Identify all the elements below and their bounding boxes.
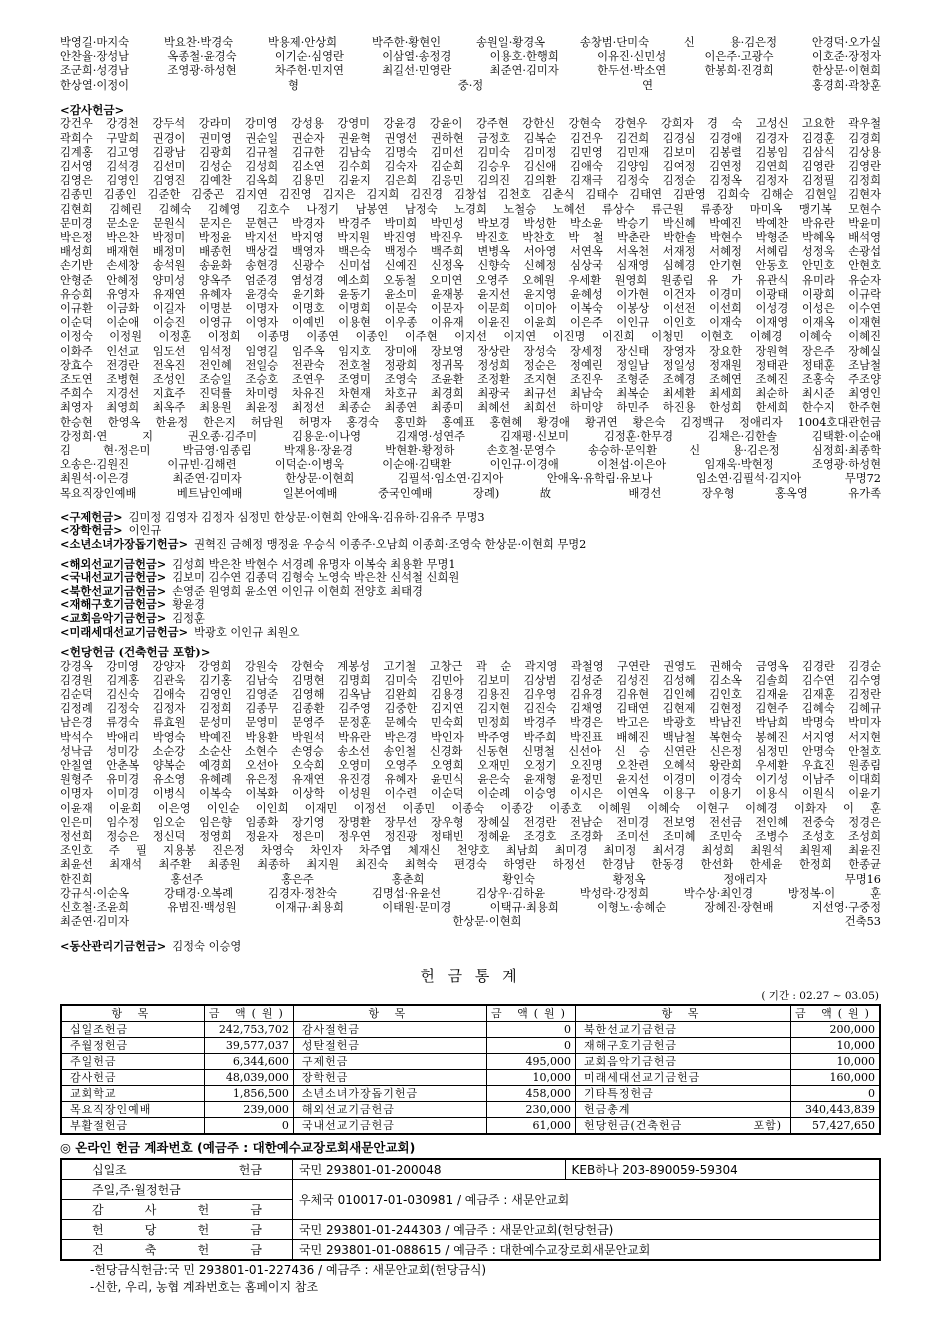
offering-group-label: <재해구호기금헌금> (60, 597, 167, 612)
stats-item-amount: 48,039,000 (204, 1070, 293, 1086)
name-line: 김종민 김종인 김준한 김중곤 김지연 김진영 김지은 김지희 김진경 김창섭 김천호 김춘식 김태수 김태연 김판영 김희숙 김해순 김현일 김현자 (60, 188, 881, 202)
name-line: 안형준 안혜정 양미성 양옥주 엄준경 염성경 예소희 오동철 오미연 오영주 오혜원 우세환 원영희 원종림 유 가 유관식 유미라 유순자 (60, 273, 881, 287)
offering-group-row (60, 511, 881, 525)
stats-item-label: 감사절헌금 (293, 1022, 486, 1038)
stats-table (60, 1004, 881, 1135)
dedication-label: 헌 당 헌 금 (61, 1220, 293, 1240)
stats-item-label: 교회음악기금헌금 (575, 1054, 790, 1070)
name-line: 이규환 이금화 이길자 이명분 이명자 이명호 이명희 이문숙 이문자 이문희 이미아 이복숙 이봉상 이선전 이선희 이성경 이성은 이수연 (60, 301, 881, 315)
top-names-block (60, 36, 881, 93)
account-row-building (61, 1240, 880, 1261)
header-item-2: 항 목 (293, 1005, 486, 1022)
name-line: 정선희 정승은 정신덕 정영희 정윤자 정은미 정우연 정진광 정태빈 정혜윤 조경호 조경화 조미선 조미혜 조민숙 조병수 조성호 조성희 (60, 830, 881, 844)
stats-item-amount: 242,753,702 (204, 1022, 293, 1038)
stats-item-amount: 230,000 (486, 1102, 575, 1118)
building-account-label: 건 축 헌 금 (61, 1240, 293, 1261)
name-line: 유승희 유영자 유재연 유혜자 윤경숙 윤기화 윤동기 윤소미 윤재봉 윤지선 윤지영 윤혜성 이가현 이건자 이경미 이광태 이광희 이규락 (60, 287, 881, 301)
stats-item-label: 헌금총계 (575, 1102, 790, 1118)
offering-group-list-1 (60, 511, 881, 552)
header-amount-2: 금 액(원) (486, 1005, 575, 1022)
offering-group-label: <미래세대선교기금헌금> (60, 624, 189, 639)
offering-group-row (60, 585, 881, 599)
accounts-table (60, 1158, 881, 1261)
stats-row (61, 1038, 880, 1054)
stats-item-amount: 0 (791, 1086, 881, 1102)
header-amount-1: 금 액(원) (204, 1005, 293, 1022)
offering-group-row (60, 558, 881, 572)
name-line: 강정희·연 지 권오종·김주미 김용운·이나영 김재영·성연주 김재평·신보미 김정훈·한무경 김채은·김한솔 김택환·이순애 (60, 429, 881, 443)
name-line: 박석수 박애리 박영숙 박예진 박용환 박원석 박유란 박은경 박인자 박주영 박주희 박진표 배혜진 백남철 복현숙 봉혜진 서지영 서지현 (60, 730, 881, 744)
offering-group-label: <국내선교기금헌금> (60, 570, 167, 585)
stats-item-amount: 57,427,650 (791, 1118, 881, 1135)
offering-group-names: 박광호 이인규 최원오 (194, 625, 300, 639)
stats-item-amount: 160,000 (791, 1070, 881, 1086)
name-line: 이순덕 이순애 이승진 이영규 이영자 이예빈 이용현 이우종 이유재 이윤진 이윤희 이은주 이인규 이인호 이재숙 이재영 이재옥 이재현 (60, 316, 881, 330)
name-line: 신호철·조윤희 유범진·백성원 이재규·최용희 이태원·문미경 이택규·최용희 이형노·송혜순 장혜진·장현배 지선영·구중정 (60, 901, 881, 915)
stats-item-label: 구제헌금 (293, 1054, 486, 1070)
name-line: 김경원 김계홍 김관욱 김기홍 김남숙 김명현 김명희 김미숙 김민아 김보미 김상범 김성준 김성진 김성혜 김소옥 김솔희 김수연 김수영 (60, 673, 881, 687)
offering-group-label: <북한선교기금헌금> (60, 583, 167, 598)
name-line: 장효수 전경란 전옥진 전인혜 전일승 전관숙 전호철 정광희 정귀목 정성희 정순은 정예린 정일남 정일성 정재원 정태관 정태훈 조남철 (60, 358, 881, 372)
stats-item-amount: 200,000 (791, 1022, 881, 1038)
header-item-1: 항 목 (61, 1005, 204, 1022)
name-line: 오송은·김원진 이규빈·김해련 이덕순·이병욱 이순애·김택환 이인규·이경애 이천섭·이은아 임재욱·박현정 조영광·하성현 (60, 458, 881, 472)
stats-item-label: 십일조헌금 (61, 1022, 204, 1038)
stats-item-label: 감사헌금 (61, 1070, 204, 1086)
offering-group-label: <장학헌금> (60, 523, 123, 538)
offering-group-names: 권혁진 금혜정 맹정윤 우승식 이종주·오남희 이종희·조영숙 한상문·이현희 무명2 (194, 537, 587, 551)
offering-group-row (60, 571, 881, 585)
stats-item-label: 헌당헌금(건축헌금 포함) (575, 1118, 790, 1135)
stats-item-amount: 10,000 (791, 1054, 881, 1070)
name-line: 한상열·이정이 형 중·정 연 홍경희·곽창훈 (60, 78, 881, 92)
stats-row (61, 1022, 880, 1038)
dedication-account: 국민 293801-01-244303 / 예금주 : 새문안교회(헌당헌금) (293, 1220, 881, 1240)
name-line: 김순덕 김신숙 김애숙 김영인 김영준 김영해 김옥남 김완희 김용경 김용진 김우영 김유경 김유현 김인혜 김인호 김재윤 김재훈 김정란 (60, 688, 881, 702)
name-line: 이명자 이미경 이병식 이복숙 이복화 이상학 이성원 이수련 이순덕 이순례 이승영 이시은 이연옥 이용구 이용기 이용식 이원식 이윤기 (60, 787, 881, 801)
name-line: 김 현·정은미 박금영·임종림 박재용·장윤경 박현환·황정하 손호철·문영수 송승하·문익환 신 용·김은정 심정희·최종학 (60, 443, 881, 457)
offering-group-names: 이인규 (128, 524, 162, 538)
stats-item-amount: 0 (486, 1022, 575, 1038)
name-line: 인은미 임수정 임오순 임은향 임종화 장기영 장명환 장무선 장우형 장혜실 전경란 전남순 전미경 전보영 전선금 전인혜 전중숙 정경은 (60, 815, 881, 829)
stats-row (61, 1102, 880, 1118)
building-names-block (60, 660, 881, 930)
name-line: 문미경 문소운 문원식 문지은 문현근 박경자 박경주 박미희 박민성 박보경 박성한 박소윤 박승기 박신혜 박예진 박예찬 박유란 박윤미 (60, 216, 881, 230)
name-line: 김계홍 김고영 김광남 김광희 김규철 김규한 김남숙 김명숙 김미선 김미숙 김미정 김민영 김민재 김보미 김봉렬 김봉임 김삼식 김상용 (60, 145, 881, 159)
stats-item-label: 주일헌금 (61, 1054, 204, 1070)
stats-item-label: 성탄절헌금 (293, 1038, 486, 1054)
stats-item-amount: 0 (204, 1118, 293, 1135)
name-line: 곽희수 구말희 권경이 권미영 권순일 권순자 권윤혁 권영선 권하현 금정호 김복순 김건우 김건희 김경심 김경애 김경자 김경훈 김경희 (60, 131, 881, 145)
name-line: 김현희 김혜린 김혜숙 김혜영 김호수 나정기 남봉연 남정숙 노경희 노철승 노혜선 류상수 류근원 류종장 마미옥 맹기복 모현수 (60, 202, 881, 216)
stats-row (61, 1086, 880, 1102)
name-line: 안칠열 안춘복 양복순 예경희 오선아 오숙희 오영미 오영주 오영희 오재민 오정기 오진명 오찬련 오혜석 왕란희 우세환 우효진 원종림 (60, 759, 881, 773)
account-row-weekly (61, 1180, 880, 1200)
stats-item-amount: 6,344,600 (204, 1054, 293, 1070)
offering-group-names: 황윤경 (172, 598, 205, 612)
tithe-label: 십일조 헌금 (61, 1159, 293, 1180)
offering-group-label: <교회음악기금헌금> (60, 610, 167, 625)
name-line: 배성희 배재현 배정미 배종헌 백상걸 백영자 백은숙 백정수 백주희 변병옥 서아영 서연옥 서옥천 서재정 서혜정 서혜림 성정욱 손광섭 (60, 245, 881, 259)
offering-group-names: 김보미 김수연 김종덕 김형숙 노영숙 박은찬 신석철 신희원 (172, 571, 460, 585)
maintenance-label: <동산관리기금헌금> (60, 938, 167, 953)
stats-item-label: 미래세대선교기금헌금 (575, 1070, 790, 1086)
stats-item-amount: 61,000 (486, 1118, 575, 1135)
building-account: 국민 293801-01-088615 / 예금주 : 대한예수교장로회새문안교회 (293, 1240, 881, 1261)
offering-group-label: <구제헌금> (60, 509, 123, 524)
thanks-names-block (60, 117, 881, 500)
name-line: 조도연 조병현 조성인 조승일 조승호 조연우 조영미 조영숙 조윤환 조정환 조지현 조진우 조형준 조혜경 조혜연 조혜진 조홍숙 주조양 (60, 372, 881, 386)
stats-item-amount: 495,000 (486, 1054, 575, 1070)
offering-group-names: 손영준 원영희 윤소연 이인규 이현희 전양호 최태경 (172, 584, 423, 598)
header-amount-3: 금 액(원) (791, 1005, 881, 1022)
offering-group-names: 김정훈 (172, 611, 205, 625)
stats-item-amount: 1,856,500 (204, 1086, 293, 1102)
name-line: 한진희 홍선주 홍은주 홍춘희 황인숙 황정옥 정애리자 무명16 (60, 872, 881, 886)
stats-item-amount: 0 (486, 1038, 575, 1054)
stats-title: 헌 금 통 계 (420, 967, 521, 986)
stats-item-label: 주월정헌금 (61, 1038, 204, 1054)
offering-group-row (60, 538, 881, 552)
name-line: 원형주 유미경 유소영 유혜례 유은정 유재연 유진경 유혜자 윤민식 윤은숙 윤재형 윤정민 윤지선 이경미 이경숙 이기성 이남주 이대희 (60, 773, 881, 787)
name-line: 김정례 김정숙 김정자 김정희 김종무 김종환 김주영 김중한 김지연 김지현 김진숙 김채영 김태연 김현제 김현정 김현주 김혜숙 김혜규 (60, 702, 881, 716)
stats-item-amount: 458,000 (486, 1086, 575, 1102)
maintenance-names: 김정숙 이승영 (172, 939, 242, 953)
stats-item-label: 장학헌금 (293, 1070, 486, 1086)
name-line: 박영길·마지숙 박요찬·박경숙 박용제·안상희 박주한·황현인 송원일·황경옥 송창범·단미숙 신 용·김은정 안경덕·오가실 (60, 36, 881, 49)
stats-item-amount: 10,000 (486, 1070, 575, 1086)
stats-item-label: 국내선교기금헌금 (293, 1118, 486, 1135)
offering-group-list-2 (60, 558, 881, 640)
name-line: 최영자 최영희 최옥주 최용원 최윤정 최정선 최종순 최종연 최종미 최혜선 최희선 하미양 하민주 하진용 한성희 한세희 한수지 한주현 (60, 401, 881, 415)
stats-item-label: 북한선교기금헌금 (575, 1022, 790, 1038)
stats-item-label: 소년소녀가장돕기헌금 (293, 1086, 486, 1102)
name-line: 강규식·이순옥 강태경·오복례 김경자·정찬숙 김명섭·유윤선 김상우·김하윤 박성락·강정희 박수상·최인경 방정복·이 훈 (60, 886, 881, 900)
name-line: 강건우 강경천 강두석 강라미 강미영 강성용 강영미 강윤경 강윤이 강주현 강한신 강현숙 강현우 강희자 경 숙 고성신 고요한 곽우철 (60, 117, 881, 131)
footnote-2: -신한, 우리, 농협 계좌번호는 홈페이지 참조 (90, 1280, 319, 1295)
stats-item-amount: 39,577,037 (204, 1038, 293, 1054)
name-line: 목요직장인예배 베트남인예배 일본어예배 중국인예배 장례) 故 배경선 장우형 홍옥영 유가족 (60, 486, 881, 500)
account-row-tithe (61, 1159, 880, 1180)
offering-group-row (60, 626, 881, 640)
offering-group-names: 김성희 박은찬 박현수 서경례 유명자 이복숙 최용환 무명1 (172, 557, 456, 571)
thanks-account-label: 감 사 헌 금 (61, 1200, 293, 1220)
stats-header-row (61, 1005, 880, 1022)
stats-item-label: 재해구호기금헌금 (575, 1038, 790, 1054)
header-item-3: 항 목 (575, 1005, 790, 1022)
name-line: 안찬율·장성남 옥종철·윤경숙 이기순·심영란 이삼열·송정경 이용호·한행희 이유진·신민성 이은주·고광수 이호준·장정자 (60, 50, 881, 64)
offering-group-row (60, 612, 881, 626)
post-account: 우체국 010017-01-030981 / 예금주 : 새문안교회 (293, 1180, 881, 1220)
tithe-account-1: 국민 293801-01-200048 (293, 1159, 566, 1180)
offering-group-row (60, 524, 881, 538)
stats-row (61, 1054, 880, 1070)
stats-item-amount: 239,000 (204, 1102, 293, 1118)
weekly-label: 주일,주·월정헌금 (61, 1180, 293, 1200)
accounts-title: ◎ 온라인 헌금 계좌번호 (예금주 : 대한예수교장로회새문안교회) (60, 1140, 416, 1156)
name-line: 박은정 박은찬 박정미 박정윤 박지선 박지영 박지원 박진영 박진우 박진호 박찬호 박 철 박춘란 박한솔 박현수 박형준 박혜옥 배석영 (60, 230, 881, 244)
name-line: 손기반 손세창 송석원 송윤화 송현경 신광수 신미섭 신예진 신정옥 신향숙 신혜정 심상국 심재영 심혜경 안기현 안동호 안민호 안현호 (60, 259, 881, 273)
name-line: 최준연·김미자 한상문·이현희 건축53 (60, 915, 881, 929)
stats-item-label: 기타특정헌금 (575, 1086, 790, 1102)
name-line: 이윤재 이윤희 이은영 이인순 이인희 이재민 이정선 이종민 이종숙 이종강 이종호 이혜원 이혜숙 이현구 이혜경 이화자 이 훈 (60, 801, 881, 815)
name-line: 강경옥 강미영 강양자 강영희 강원숙 강현숙 계봉성 고기철 고창근 곽 순 곽지영 곽철영 구연란 권영도 권해숙 금영옥 김경란 김경순 (60, 659, 881, 673)
name-line: 이정숙 이정원 이정훈 이정희 이종명 이종연 이종인 이주현 이지선 이지연 이진명 이진희 이청민 이현호 이혜경 이혜숙 이혜진 (60, 330, 881, 344)
name-line: 조인호 주 필 지용봉 진은정 차영숙 차인자 차주엽 체재신 천양호 최남희 최미경 최미정 최서경 최성희 최원석 최원제 최윤진 (60, 844, 881, 858)
name-line: 한승현 한영옥 한윤정 한은지 허담원 허명자 홍경숙 홍민화 홍예표 홍현혜 황경애 황귀연 황은숙 김정백규 정애리자 1004호대관헌금 (60, 415, 881, 429)
stats-period: ( 기간 : 02.27 ~ 03.05) (761, 990, 879, 1003)
account-row-dedication (61, 1220, 880, 1240)
thanks-title: <감사헌금> (60, 102, 125, 117)
name-line: 이화주 인선교 임도선 임석정 임영길 임주옥 임지호 장미애 장보영 장상란 장성숙 장세정 장신태 장영자 장요한 장원혁 장은주 장혜실 (60, 344, 881, 358)
stats-item-amount: 10,000 (791, 1038, 881, 1054)
offering-group-names: 김미정 김영자 김정자 심정민 한상문·이현희 안애옥·김유하·김유주 무명3 (128, 510, 485, 524)
name-line: 김서영 김석경 김선미 김성순 김성희 김소연 김수희 김숙자 김순희 김승우 김신애 김애숙 김양임 김여정 김연정 김연희 김영란 김영란 (60, 159, 881, 173)
offering-group-label: <해외선교기금헌금> (60, 556, 167, 571)
name-line: 조군희·성경남 조영광·하성현 차주헌·민지연 최길선·민영란 최준연·김미자 한두선·박소연 한봉희·진경희 한상문·이현희 (60, 64, 881, 78)
name-line: 남은경 류경숙 류효원 문성미 문영미 문영주 문정훈 문혜숙 민숙희 민정희 박경주 박경은 박고은 박광호 박남진 박남희 박명숙 박미자 (60, 716, 881, 730)
building-title: <헌당헌금 (건축헌금 포함)> (60, 645, 211, 660)
name-line: 주희수 지경선 지효주 진덕률 차미령 차유진 차현재 차호규 최경희 최광국 최규선 최남숙 최복순 최세환 최세희 최순하 최시준 최영인 (60, 387, 881, 401)
offering-group-row (60, 598, 881, 612)
stats-item-label: 해외선교기금헌금 (293, 1102, 486, 1118)
offering-group-label: <소년소녀가장돕기헌금> (60, 536, 189, 551)
name-line: 김영은 김영인 김영진 김예찬 김옥희 김용민 김윤지 김은희 김응민 김의진 김의환 김재극 김정숙 김정순 김정옥 김정자 김정필 김정희 (60, 174, 881, 188)
maintenance-row (60, 940, 881, 954)
stats-item-label: 부활절헌금 (61, 1118, 204, 1135)
stats-item-label: 목요직장인예배 (61, 1102, 204, 1118)
footnote-1: -헌당금식헌금:국 민 293801-01-227436 / 예금주 : 새문안교회(헌당금식) (90, 1263, 487, 1278)
stats-item-label: 교회학교 (61, 1086, 204, 1102)
name-line: 최윤선 최재석 최주환 최종원 최종하 최지원 최진숙 최혁숙 편경숙 하영란 하정선 한경남 한동경 한선화 한세윤 한정희 한종균 (60, 858, 881, 872)
stats-row (61, 1070, 880, 1086)
name-line: 최원석·이은경 최준연·김미자 한상문·이현희 김필석·임소연·김지아 안애옥·유학림·유보나 임소연·김필석·김지아 무명72 (60, 472, 881, 486)
name-line: 성낙금 성미강 소순강 소순산 소현수 손영승 송소선 송인철 신경화 신동현 신명철 신선아 신 승 신연란 신은정 심정민 안명숙 안철호 (60, 744, 881, 758)
tithe-account-2: KEB하나 203-890059-59304 (565, 1159, 880, 1180)
stats-row (61, 1118, 880, 1135)
stats-item-amount: 340,443,839 (791, 1102, 881, 1118)
